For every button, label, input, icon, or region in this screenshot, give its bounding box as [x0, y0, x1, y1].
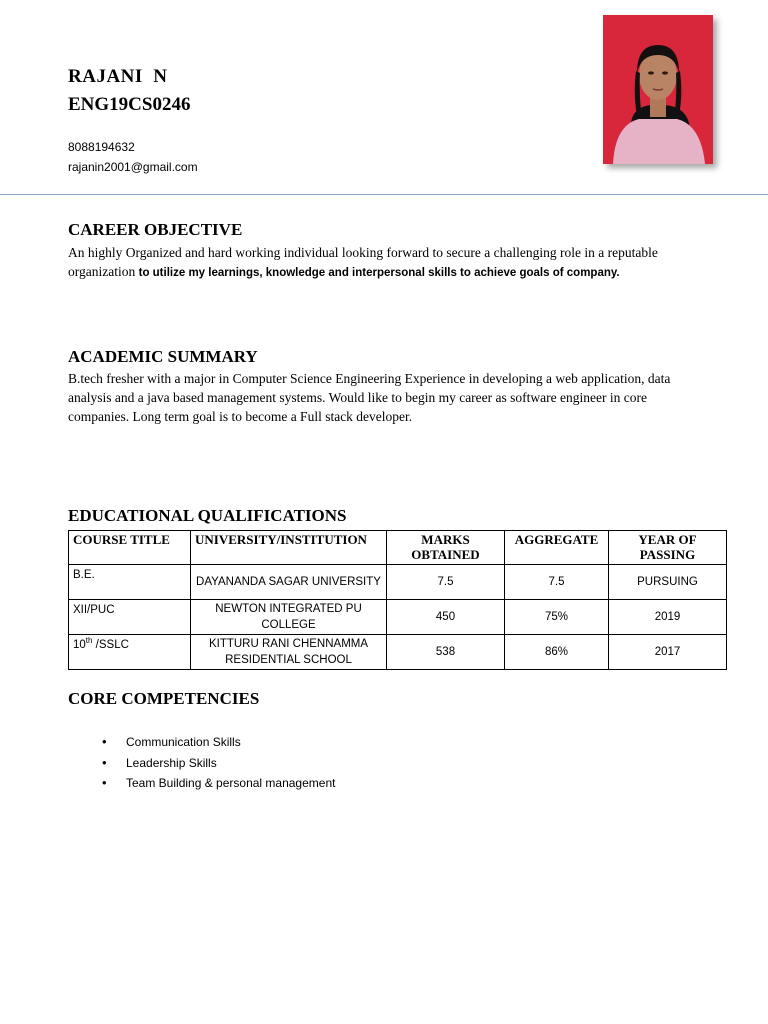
- marks-cell: 7.5: [387, 565, 505, 600]
- course-cell: B.E.: [69, 565, 191, 600]
- candidate-name: RAJANI N: [68, 66, 168, 87]
- course-superscript: th: [85, 636, 93, 646]
- list-item: [68, 753, 335, 774]
- institution-cell: NEWTON INTEGRATED PU COLLEGE: [191, 600, 387, 635]
- table-row: [69, 565, 727, 600]
- bullet-icon: •: [102, 754, 107, 770]
- bullet-icon: •: [102, 775, 107, 790]
- column-header: UNIVERSITY/INSTITUTION: [191, 531, 387, 565]
- aggregate-cell: 7.5: [505, 565, 609, 600]
- aggregate-cell: 86%: [505, 635, 609, 670]
- career-objective-text: [68, 243, 708, 283]
- email-address: rajanin2001@gmail.com: [68, 160, 198, 174]
- year-cell: PURSUING: [609, 565, 727, 600]
- profile-photo: [603, 15, 713, 164]
- list-item: [68, 773, 335, 794]
- career-objective-heading: CAREER OBJECTIVE: [68, 220, 243, 239]
- career-objective-text-part1: An highly Organized and hard working individual looking forward to secure a challenging role in a reputable organization: [68, 245, 658, 279]
- column-header: COURSE TITLE: [69, 531, 191, 565]
- academic-summary-heading: ACADEMIC SUMMARY: [68, 347, 258, 366]
- list-item: [68, 732, 335, 753]
- education-heading: EDUCATIONAL QUALIFICATIONS: [68, 506, 347, 525]
- table-header-row: [69, 531, 727, 565]
- competencies-list: [68, 732, 335, 794]
- institution-cell: DAYANANDA SAGAR UNIVERSITY: [191, 565, 387, 600]
- column-header: YEAR OF PASSING: [609, 531, 727, 565]
- education-table: [68, 530, 727, 670]
- aggregate-cell: 75%: [505, 600, 609, 635]
- course-cell: [69, 635, 191, 670]
- career-objective-text-part2: to utilize my learnings, knowledge and interpersonal skills to achieve goals of company.: [138, 267, 620, 279]
- course-number: 10: [73, 639, 86, 651]
- bullet-icon: •: [102, 734, 107, 749]
- column-header: MARKS OBTAINED: [387, 531, 505, 565]
- header-divider: [0, 194, 768, 195]
- institution-cell: KITTURU RANI CHENNAMMA RESIDENTIAL SCHOOL: [191, 635, 387, 670]
- competency-text: Leadership Skills: [126, 755, 217, 770]
- profile-photo-image: [603, 15, 713, 164]
- course-cell: XII/PUC: [69, 600, 191, 635]
- column-header: AGGREGATE: [505, 531, 609, 565]
- marks-cell: 450: [387, 600, 505, 635]
- year-cell: 2017: [609, 635, 727, 670]
- competency-text: Team Building & personal management: [126, 776, 336, 790]
- competencies-heading: CORE COMPETENCIES: [68, 689, 260, 708]
- phone-number: 8088194632: [68, 140, 135, 154]
- table-row: [69, 600, 727, 635]
- registration-number: ENG19CS0246: [68, 94, 191, 115]
- competency-text: Communication Skills: [126, 735, 241, 749]
- table-row: [69, 635, 727, 670]
- course-rest: /SSLC: [92, 639, 129, 651]
- year-cell: 2019: [609, 600, 727, 635]
- academic-summary-text: B.tech fresher with a major in Computer Science Engineering Experience in developing a web application, data analysis and a java based management systems. Would like to begin my career as software engineer in core companies. Long term goal is to become a Full stack developer.: [68, 371, 671, 424]
- marks-cell: 538: [387, 635, 505, 670]
